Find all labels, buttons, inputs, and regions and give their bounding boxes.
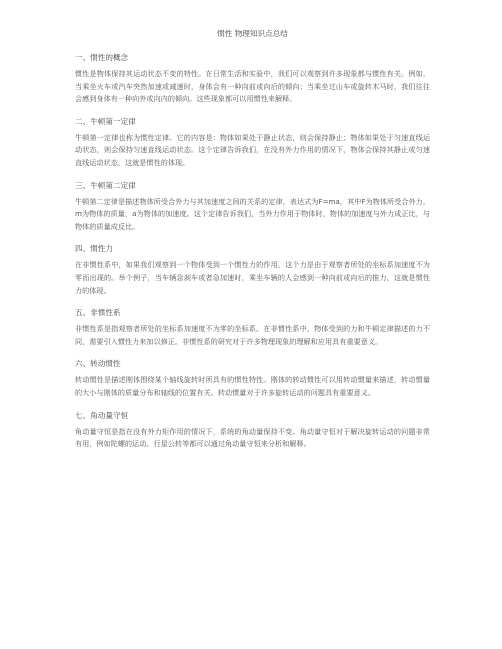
section-inertial-force (75, 243, 430, 297)
section-non-inertial-frame (75, 307, 430, 348)
section-heading: 四、惯性力 (75, 244, 113, 254)
section-angular-momentum (75, 410, 430, 451)
section-heading: 七、角动量守恒 (75, 410, 129, 420)
section-heading: 三、牛顿第二定律 (75, 180, 136, 190)
section-heading: 一、惯性的概念 (75, 53, 129, 62)
section-inertia-concept (75, 52, 430, 106)
section-paragraph: 角动量守恒是指在没有外力矩作用的情况下，系统的角动量保持不变。角动量守恒对于解决旋转运动的问题非常有用，例如陀螺的运动、行星公转等都可以通过角动量守恒来分析和解释。 (75, 426, 430, 449)
section-paragraph: 牛顿第二定律是描述物体所受合外力与其加速度之间的关系的定律，表达式为F=ma，其中F为物体所受合外力，m为物体的质量，a为物体的加速度。这个定律告诉我们，当外力作用于物体时，物体的加速度与外力成正比，与物体的质量成反比。 (75, 196, 430, 231)
section-paragraph: 惯性是物体保持其运动状态不变的特性。在日常生活和实验中，我们可以观察到许多现象都与惯性有关。例如，当乘坐火车或汽车突然加速或减速时，身体会有一种向前或向后的倾向；当乘坐过山车或旋转木马时，我们往往会感到身体有一种向外或向内的倾向。这些现象都可以用惯性来解释。 (75, 69, 430, 104)
section-rotational-inertia (75, 358, 430, 399)
section-paragraph: 在非惯性系中，如果我们观察到一个物体受到一个惯性力的作用，这个力是由于观察者所处的坐标系加速度不为零而出现的。举个例子，当车辆急刹车或者急加速时，乘坐车辆的人会感到一种向前或向后的推力，这就是惯性力的体现。 (75, 260, 430, 295)
section-paragraph: 牛顿第一定律也称为惯性定律。它的内容是：物体如果处于静止状态，则会保持静止；物体如果处于匀速直线运动状态，则会保持匀速直线运动状态。这个定律告诉我们，在没有外力作用的情况下，物体会保持其静止或匀速直线运动状态，这就是惯性的体现。 (75, 132, 430, 167)
section-heading: 二、牛顿第一定律 (75, 116, 136, 126)
section-paragraph: 转动惯性是描述刚体围绕某个轴线旋转时所具有的惯性特性。刚体的转动惯性可以用转动惯量来描述，转动惯量的大小与刚体的质量分布和轴线的位置有关。转动惯量对于许多旋转运动的问题具有重要意义。 (75, 375, 430, 397)
section-newton-second-law (75, 180, 430, 234)
section-paragraph: 非惯性系是指观察者所处的坐标系加速度不为零的坐标系。在非惯性系中，物体受到的力和牛顿定律描述的力不同，需要引入惯性力来加以修正。非惯性系的研究对于许多物理现象的理解和应用具有重要意义。 (75, 324, 430, 346)
document-title: 惯性 物理知识点总结 (217, 29, 288, 38)
section-heading: 五、非惯性系 (75, 308, 121, 318)
section-newton-first-law (75, 116, 430, 170)
section-heading: 六、转动惯性 (75, 359, 121, 369)
